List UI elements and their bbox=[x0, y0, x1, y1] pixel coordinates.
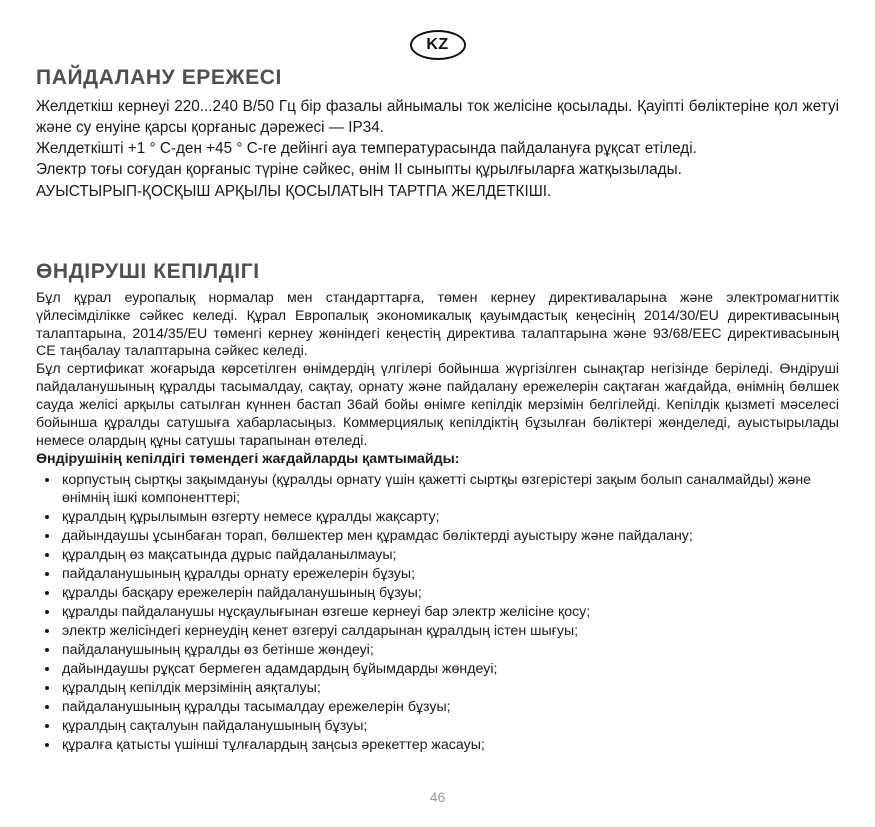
exclusion-item: • құралға қатысты үшінші тұлғалардың заңсыз әрекеттер жасауы; bbox=[60, 736, 839, 754]
kz-badge-label: KZ bbox=[426, 36, 449, 53]
warranty-paragraph-2: Бұл сертификат жоғарыда көрсетілген өнімдердің үлгілері бойынша жүргізілген сынақтар негізінде беріледі. Өндіруші пайдаланушының құралды тасымалдау, сақтау, орнату және пайдалану ережелерін сақтаған жағдайда, өнімнің бөлшек сауда желісі арқылы сатылған күннен бастап 36ай бойы өнімге кепілдік мерзімін белгілейді. Кепілдік қызметі мәселесі бойынша құралды сатушыға хабарласыңыз. Коммерциялық кепілдіктің бұзылған бөліктері жөнделеді, ауыстырылады немесе олардың құны сатушы тарапынан өтеледі. bbox=[36, 361, 839, 449]
exclusion-item: • құралдың сақталуын пайдаланушының бұзуы; bbox=[60, 717, 839, 735]
exclusion-item: • құралдың құрылымын өзгерту немесе құралды жақсарту; bbox=[60, 508, 839, 526]
exclusion-item: • пайдаланушының құралды тасымалдау ережелерін бұзуы; bbox=[60, 698, 839, 716]
exclusion-item: • құралды басқару ережелерін пайдаланушының бұзуы; bbox=[60, 584, 839, 602]
warranty-paragraph-1: Бұл құрал еуропалық нормалар мен стандарттарға, төмен кернеу директиваларына және электромагниттік үйлесімділікке сәйкес келеді. Құрал Европалық экономикалық қауымдастық кеңесінің 2014/30/EU директивасының талаптарына, 2014/35/EU төменгі кернеу жөніндегі кеңестің директива талаптарына және 93/68/EEC директивасының СЕ таңбалау талаптарына сәйкес келеді. bbox=[36, 289, 839, 360]
usage-rules-text bbox=[36, 96, 839, 202]
kz-language-badge bbox=[410, 30, 466, 60]
warranty-exclusions-intro: Өндірушінің кепілдігі төмендегі жағдайларды қамтымайды: bbox=[36, 450, 460, 467]
usage-paragraph-4: АУЫСТЫРЫП-ҚОСҚЫШ АРҚЫЛЫ ҚОСЫЛАТЫН ТАРТПА ЖЕЛДЕТКІШІ. bbox=[36, 182, 552, 200]
exclusion-item: • құралдың кепілдік мерзімінің аяқталуы; bbox=[60, 679, 839, 697]
exclusion-item: • дайындаушы ұсынбаған торап, бөлшектер мен құрамдас бөліктерді ауыстыру және пайдалану; bbox=[60, 527, 839, 545]
language-badge-row bbox=[36, 30, 839, 60]
section-usage-rules bbox=[36, 66, 839, 202]
section-manufacturer-warranty bbox=[36, 260, 839, 754]
usage-paragraph-2: Желдеткішті +1 ° С-ден +45 ° С-ге дейінгі ауа температурасында пайдалануға рұқсат етіледі. bbox=[36, 140, 697, 158]
usage-rules-title: ПАЙДАЛАНУ ЕРЕЖЕСІ bbox=[36, 66, 282, 89]
exclusion-item: • құралды пайдаланушы нұсқаулығынан өзгеше кернеуі бар электр желісіне қосу; bbox=[60, 603, 839, 621]
warranty-exclusions-list bbox=[36, 471, 839, 754]
page-number: 46 bbox=[429, 789, 446, 805]
exclusion-item: • дайындаушы рұқсат бермеген адамдардың бұйымдарды жөндеуі; bbox=[60, 660, 839, 678]
usage-paragraph-3: Электр тоғы соғудан қорғаныс түріне сәйкес, өнім ІІ сыныпты құрылғыларға жатқызылады. bbox=[36, 161, 682, 179]
exclusion-item: • электр желісіндегі кернеудің кенет өзгеруі салдарынан құралдың істен шығуы; bbox=[60, 622, 839, 640]
exclusion-item: • құралдың өз мақсатында дұрыс пайдаланылмауы; bbox=[60, 546, 839, 564]
exclusion-item: • пайдаланушының құралды өз бетінше жөндеуі; bbox=[60, 641, 839, 659]
exclusion-item: • пайдаланушының құралды орнату ережелерін бұзуы; bbox=[60, 565, 839, 583]
exclusion-item: • корпустың сыртқы зақымдануы (құралды орнату үшін қажетті сыртқы өзгерістері зақым болып саналмайды) және өнімнің ішкі компоненттері; bbox=[60, 471, 839, 507]
warranty-text bbox=[36, 290, 839, 469]
warranty-title: ӨНДІРУШІ КЕПІЛДІГІ bbox=[36, 259, 260, 283]
usage-paragraph-1: Желдеткіш кернеуі 220...240 В/50 Гц бір фазалы айнымалы ток желісіне қосылады. Қауіпті бөліктеріне қол жетуі және су енуіне қарсы қорғаныс дәрежесі — IP34. bbox=[36, 98, 839, 137]
